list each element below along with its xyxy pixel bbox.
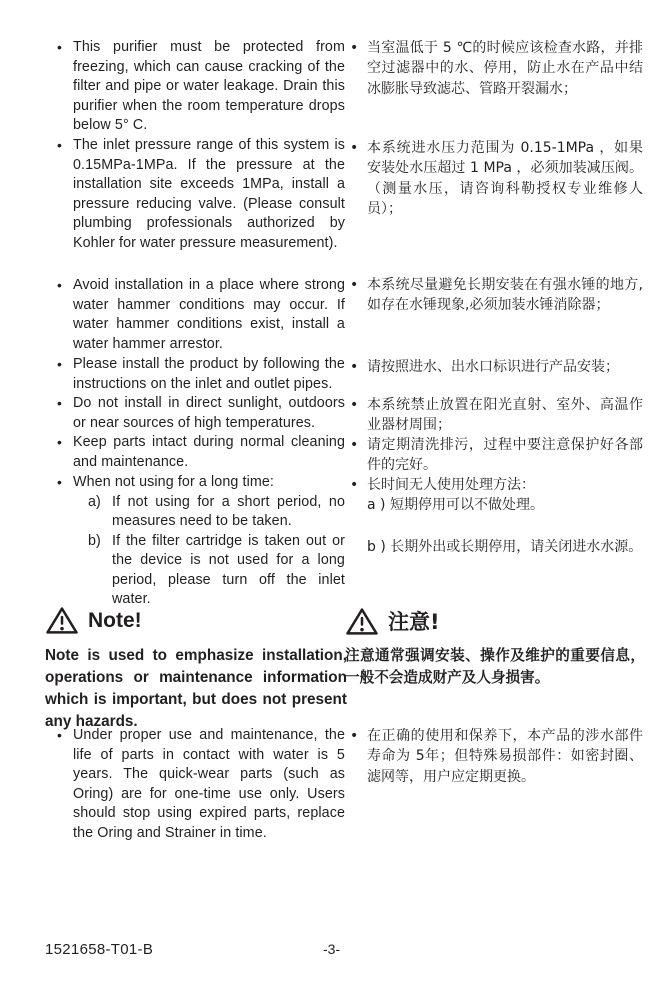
en-bullet-freezing (45, 38, 345, 136)
en-long-time-item-a (88, 493, 345, 532)
en-long-time-b-label: b) (88, 532, 101, 549)
zh-long-time-item-b: b ) 长期外出或长期停用，请关闭进水水源。 (367, 538, 643, 555)
en-bullet-keep-parts (45, 433, 345, 472)
zh-note-heading (345, 606, 440, 636)
zh-bullet-pressure-text: 本系统进水压力范围为 0.15-1MPa ，如果安装处水压超过 1 MPa ，必须加装减压阀。（测量水压，请咨询科勒授权专业维修人员）； (367, 140, 643, 218)
zh-bullet-cleaning-text: 请定期清洗排污，过程中要注意保护好各部件的完好。 (367, 437, 643, 474)
zh-bullet-water-hammer-text: 本系统尽量避免长期安装在有强水锤的地方,如存在水锤现象,必须加装水锤消除器； (367, 277, 643, 314)
zh-long-time-head: 长时间无人使用处理方法： (367, 477, 535, 493)
bullet-icon: • (57, 434, 63, 450)
bullet-icon: • (57, 137, 63, 153)
zh-bullet-pressure (345, 138, 643, 220)
en-long-time-a-label: a) (88, 493, 101, 510)
zh-bullet-freezing (345, 38, 643, 99)
en-note-body: Note is used to emphasize installation, operations or maintenance information which is important, but does not present any hazards. (45, 647, 347, 730)
en-bullet-water-hammer-text: Avoid installation in a place where strong water hammer conditions may occur. If water hammer conditions exist, install a water hammer arrestor. (73, 277, 345, 352)
zh-bullet-long-time (345, 475, 643, 557)
en-bullet-sunlight (45, 394, 345, 433)
zh-note-title: 注意! (388, 610, 440, 634)
en-long-time-item-b (88, 532, 345, 610)
en-bullet-sunlight-text: Do not install in direct sunlight, outdoors or near sources of high temperatures. (73, 395, 345, 431)
zh-note-bullet (345, 726, 643, 787)
bullet-icon: • (350, 728, 359, 744)
en-bullet-keep-parts-text: Keep parts intact during normal cleaning and maintenance. (73, 434, 345, 470)
bullet-icon: • (57, 356, 63, 372)
zh-bullet-cleaning (345, 435, 643, 476)
zh-note-body: 注意通常强调安装、操作及维护的重要信息，一般不会造成财产及人身损害。 (345, 647, 645, 686)
bullet-icon: • (350, 277, 359, 293)
zh-bullet-sunlight (345, 395, 643, 436)
bullet-icon: • (350, 140, 359, 156)
en-note-title: Note! (88, 608, 142, 632)
warning-triangle-icon (45, 606, 79, 635)
footer-document-number: 1521658-T01-B (45, 941, 154, 958)
en-bullet-freezing-text: This purifier must be protected from freezing, which can cause cracking of the filter and pipe or water leakage. Drain this purifier when the room temperature drops below 5° C. (73, 39, 345, 133)
en-bullet-pressure-text: The inlet pressure range of this system is 0.15MPa-1MPa. If the pressure at the installation site exceeds 1MPa, install a pressure reducing valve. (Please consult plumbing professionals authorized by Kohler for water pressure measurement). (73, 137, 345, 251)
bullet-icon: • (57, 474, 63, 490)
bullet-icon: • (350, 437, 359, 453)
en-long-time-a-text: If not using for a short period, no measures need to be taken. (112, 493, 345, 529)
en-note-bullet (45, 726, 345, 843)
en-long-time-head: When not using for a long time: (73, 474, 274, 490)
bullet-icon: • (350, 397, 359, 413)
zh-bullet-freezing-text: 当室温低于 5 ℃的时候应该检查水路，并排空过滤器中的水、停用，防止水在产品中结冰膨胀导致滤芯、管路开裂漏水； (367, 40, 643, 97)
en-bullet-long-time (45, 473, 345, 610)
bullet-icon: • (57, 39, 63, 55)
en-bullet-water-hammer (45, 276, 345, 354)
en-long-time-b-text: If the filter cartridge is taken out or the device is not used for a long period, please turn off the inlet water. (112, 532, 345, 607)
warning-triangle-icon (345, 607, 379, 636)
bullet-icon: • (57, 395, 63, 411)
zh-bullet-sunlight-text: 本系统禁止放置在阳光直射、室外、高温作业器材周围； (367, 397, 643, 434)
zh-bullet-water-hammer (345, 275, 643, 316)
en-bullet-pressure (45, 136, 345, 253)
bullet-icon: • (57, 727, 63, 743)
bullet-icon: • (350, 40, 359, 56)
bullet-icon: • (350, 477, 359, 493)
zh-bullet-install-pipes (345, 357, 643, 377)
footer-page-number: -3- (323, 941, 341, 957)
en-note-bullet-text: Under proper use and maintenance, the life of parts in contact with water is 5 years. The quick-wear parts (such as Oring) are for one-time use only. Users should stop using expired parts, replace the Oring and Strainer in time. (73, 727, 345, 841)
zh-note-bullet-text: 在正确的使用和保养下，本产品的涉水部件寿命为 5年；但特殊易损部件：如密封圈、滤网等，用户应定期更换。 (367, 728, 643, 785)
bullet-icon: • (57, 277, 63, 293)
en-note-heading (45, 606, 142, 635)
zh-long-time-item-a: a ) 短期停用可以不做处理。 (367, 497, 544, 514)
en-bullet-install-pipes-text: Please install the product by following the instructions on the inlet and outlet pipes. (73, 356, 345, 392)
bullet-icon: • (350, 359, 359, 375)
zh-bullet-install-pipes-text: 请按照进水、出水口标识进行产品安装； (367, 359, 619, 375)
en-bullet-install-pipes (45, 355, 345, 394)
